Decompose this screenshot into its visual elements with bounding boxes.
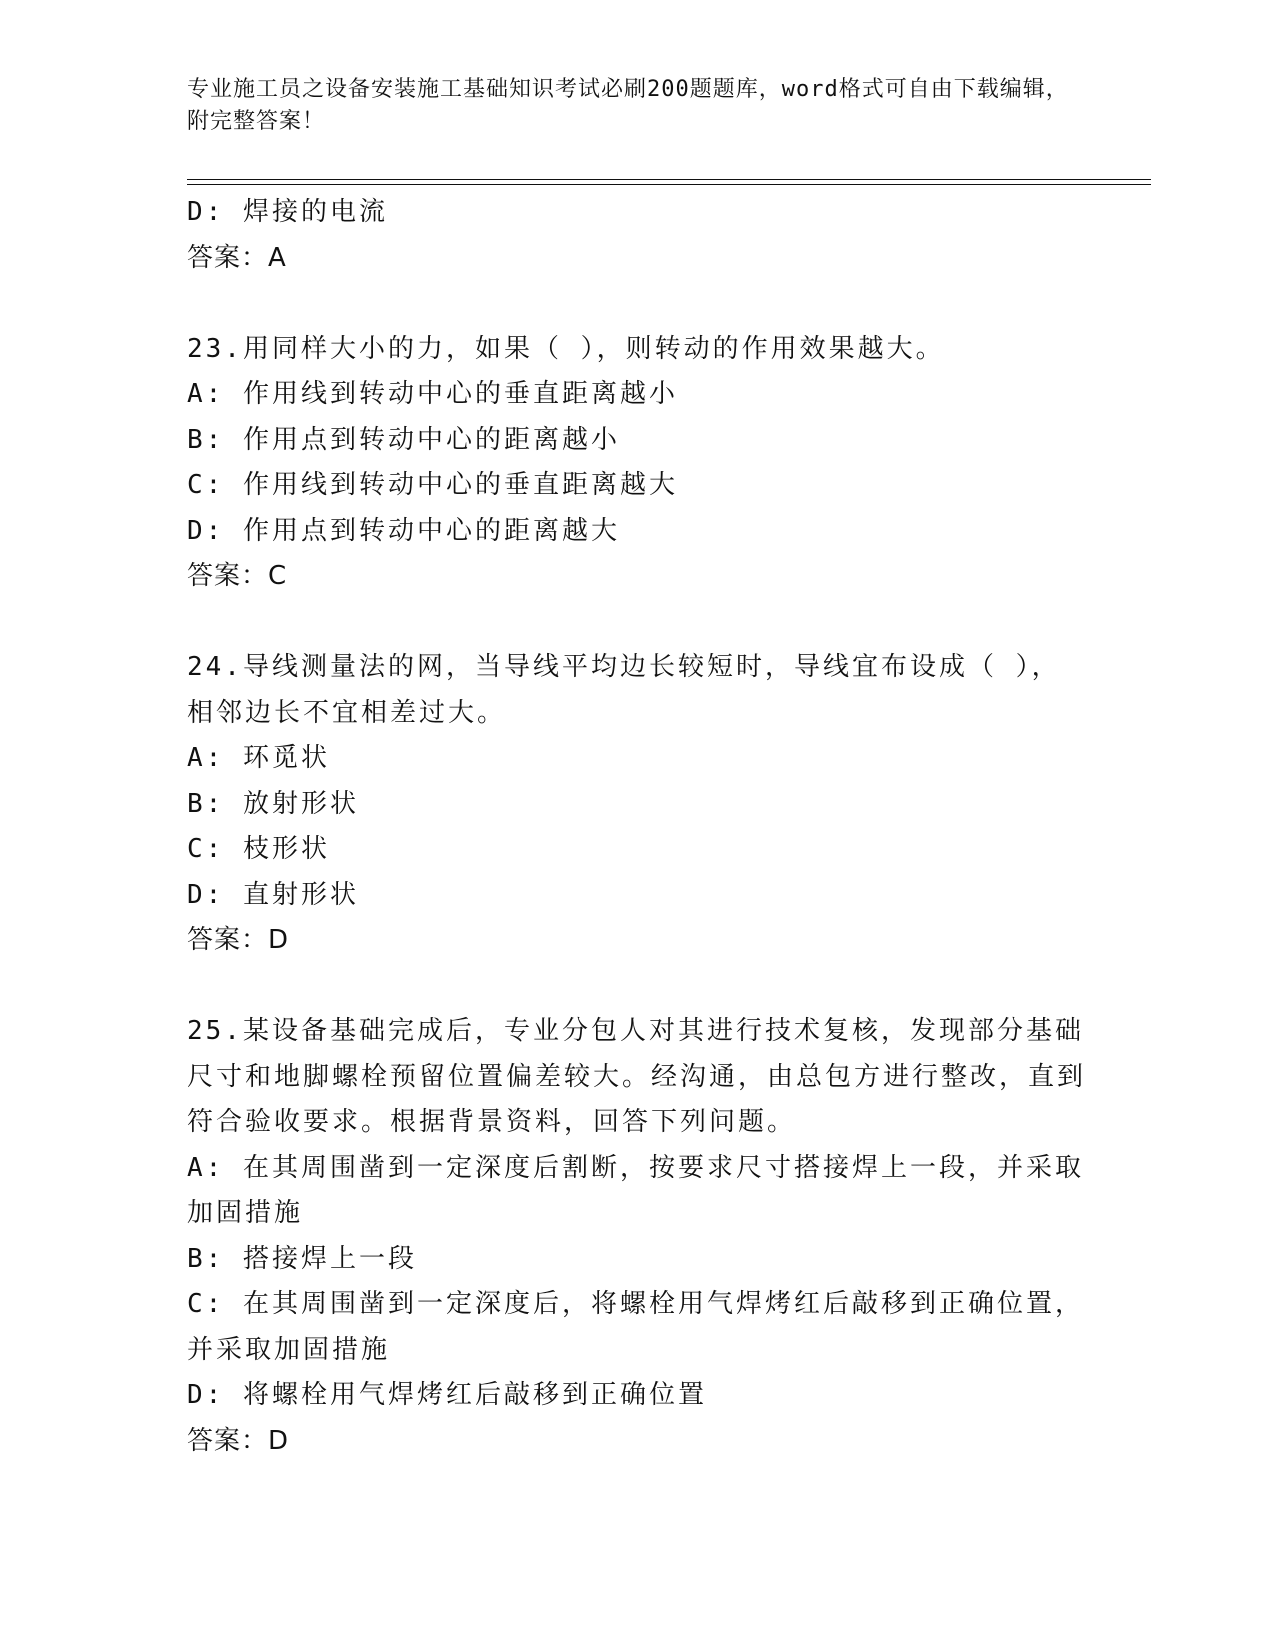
header-divider-bottom — [187, 184, 1151, 185]
question-stem: 24.导线测量法的网，当导线平均边长较短时，导线宜布设成（ ），相邻边长不宜相差过大。 — [187, 652, 1061, 728]
option-b: B: 搭接焊上一段 — [187, 1243, 417, 1274]
answer-line: 答案：C — [187, 561, 288, 591]
header-title: 专业施工员之设备安装施工基础知识考试必刷200题题库，word格式可自由下载编辑，附完整答案！ — [187, 77, 1069, 134]
document-header — [187, 74, 1087, 138]
spacer — [187, 964, 1087, 1010]
previous-question-fragment — [187, 190, 1087, 281]
answer-line: 答案：A — [187, 242, 287, 273]
option-d: D: 焊接的电流 — [187, 197, 388, 227]
option-c: C: 枝形状 — [187, 834, 330, 864]
option-d: D: 作用点到转动中心的距离越大 — [187, 515, 620, 546]
option-d: D: 直射形状 — [187, 879, 359, 910]
option-b: B: 作用点到转动中心的距离越小 — [187, 424, 620, 455]
question-24 — [187, 645, 1087, 964]
spacer — [187, 281, 1087, 327]
option-a: A: 环觅状 — [187, 743, 330, 773]
question-23 — [187, 327, 1087, 600]
option-a: A: 在其周围凿到一定深度后割断，按要求尺寸搭接焊上一段，并采取加固措施 — [187, 1152, 1084, 1228]
option-a: A: 作用线到转动中心的垂直距离越小 — [187, 379, 678, 409]
question-stem: 25.某设备基础完成后，专业分包人对其进行技术复核，发现部分基础尺寸和地脚螺栓预留位置偏差较大。经沟通，由总包方进行整改，直到符合验收要求。根据背景资料，回答下列问题。 — [187, 1016, 1087, 1137]
answer-line: 答案：D — [187, 925, 290, 955]
option-c: C: 在其周围凿到一定深度后，将螺栓用气焊烤红后敲移到正确位置，并采取加固措施 — [187, 1289, 1084, 1365]
option-d: D: 将螺栓用气焊烤红后敲移到正确位置 — [187, 1380, 707, 1410]
question-list — [187, 190, 1087, 1464]
spacer — [187, 600, 1087, 646]
option-c: C: 作用线到转动中心的垂直距离越大 — [187, 470, 678, 500]
header-divider-top — [187, 179, 1151, 180]
question-stem: 23.用同样大小的力，如果（ ），则转动的作用效果越大。 — [187, 333, 945, 364]
question-25 — [187, 1009, 1087, 1464]
option-b: B: 放射形状 — [187, 788, 359, 819]
answer-line: 答案：D — [187, 1425, 290, 1456]
